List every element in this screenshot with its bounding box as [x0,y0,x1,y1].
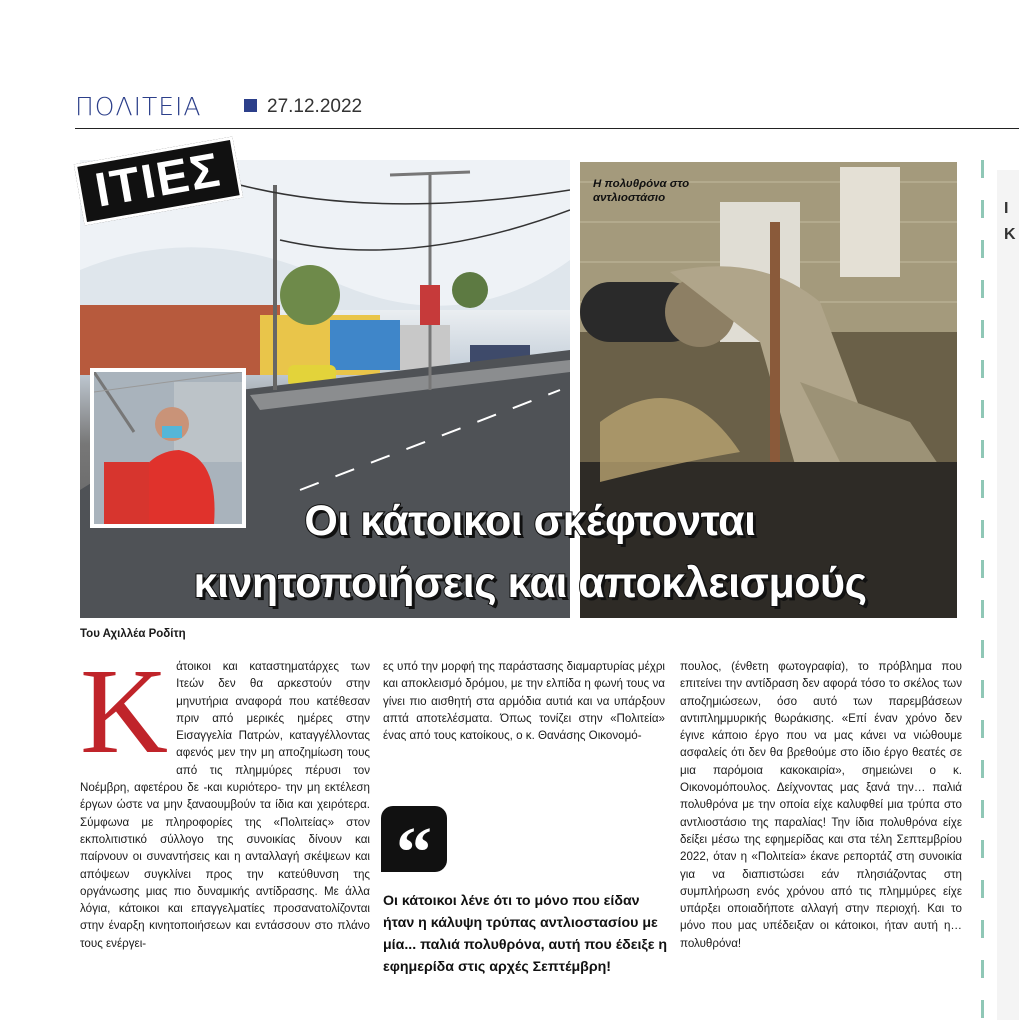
column-divider-dash [981,960,984,978]
column-divider-dash [981,320,984,338]
column-divider-dash [981,560,984,578]
column-divider-dash [981,880,984,898]
headline-line-2: κινητοποιήσεις και αποκλεισμούς [193,559,867,607]
column-divider-dash [981,680,984,698]
article-column-2: ες υπό την μορφή της παράστασης διαμαρτυρίας μέχρι και αποκλεισμό δρόμου, με την ελπίδα η φωνή τους να γίνει πιο αισθητή στα αρμόδια αυτιά και να υπάρξουν απτά αποτελέσματα. Όπως τονίζει στην «Πολιτεία» ένας από τους κατοίκους, ο κ. Θανάσης Οικονομό- [383,660,665,743]
article-headline [60,490,1000,614]
column-divider-dash [981,280,984,298]
location-stamp: ΙΤΙΕΣ [74,137,243,226]
photo-caption: Η πολυθρόνα στο αντλιοστάσιο [593,178,690,204]
article-column-3: πουλος, (ένθετη φωτογραφία), το πρόβλημα που επιτείνει την αντίδραση δεν αφορά τόσο το σκέλος των αποζημιώσεων, όσο αυτό των παρεμβάσεων αντιπλημμυρικής θωράκισης. «Επί έναν χρόνο δεν έγινε κάποιο έργο που να μας κάνει να νιώθουμε ασφαλείς ότι δεν θα βρεθούμε στο ίδιο έργο θεατές σε μια παρόμοια κακοκαιρία», σημειώνει ο κ. Οικονομόπουλος. Δείχνοντας μας ξανά την… παλιά πολυθρόνα με την οποία είχε καλυφθεί μια τρύπα στο αντλιοστάσιο της παραλίας! Την ίδια πολυθρόνα είχε δείξει μέσω της εφημερίδας και στα τέλη Σεπτεμβρίου 2022, όταν η «Πολιτεία» έκανε ρεπορτάζ στη συνοικία για να διαπιστώσει εάν πλησιάζοντας στη συμπλήρωση ενός χρόνου από τις πλημμύρες είχε υπάρξει οποιαδήποτε αλλαγή στην περιοχή. Και το μόνο που μας υπέδειξαν οι κάτοικοι, ήταν αυτή η… πολυθρόνα! [680,660,962,950]
column-divider-dash [981,160,984,178]
column-divider-dash [981,920,984,938]
column-divider-dash [981,400,984,418]
drop-cap: Κ [80,644,169,779]
quote-icon: “ [381,806,447,872]
page-header [75,88,1019,129]
column-divider-dash [981,800,984,818]
column-divider-dash [981,440,984,458]
issue-date: 27.12.2022 [267,96,363,117]
column-1-text: άτοικοι και καταστηματάρχες των Ιτεών δεν θα αρκεστούν στην μηνυτήρια αναφορά που κατέθεσαν πριν από μερικές ημέρες στην Εισαγγελία Πατρών, καταγγέλλοντας αφενός μεν την μη αποζημίωση τους από τις πλημμύρες πέρυσι τον Νοέμβρη, αφετέρου δε -και κυριότερο- την μη εκτέλεση έργων ώστε να μην ξαναουμβούν τα ίδια και χειρότερα. Σύμφωνα με πληροφορίες της «Πολιτείας» στον εκπολιτιστικό σύλλογο της συνοικίας δίνουν και παίρνουν οι συναντήσεις και η ανταλλαγή σκέψεων και απόψεων συγκλίνει προς την κατεύθυνση της οργάνωσης μιας πιο δυναμικής αντίδρασης. Με άλλα λόγια, κάτοικοι και επαγγελματίες προσανατολίζονται στην έναρξη κινητοποιήσεων και εντάσσουν στο πλάνο τους ενέργει- [80,660,370,950]
headline-line-1: Οι κάτοικοι σκέφτονται [304,497,756,545]
column-divider-dash [981,240,984,258]
column-divider-dash [981,600,984,618]
column-divider-dash [981,640,984,658]
column-divider-dash [981,720,984,738]
column-divider-dash [981,1000,984,1018]
article-column-1 [80,644,370,952]
adjacent-page-fragment: Κ [1004,226,1016,243]
column-divider-dash [981,360,984,378]
column-divider-dash [981,520,984,538]
column-divider-dash [981,760,984,778]
column-divider-dash [981,480,984,498]
header-square-bullet [244,99,257,112]
column-divider-dash [981,840,984,858]
byline: Του Αχιλλέα Ροδίτη [80,628,186,640]
section-title: ΠΟΛΙΤΕΙΑ [75,92,202,121]
adjacent-page-fragment: Ι [1004,200,1009,217]
column-divider-dash [981,200,984,218]
pull-quote: Οι κάτοικοι λένε ότι το μόνο που είδαν ήταν η κάλυψη τρύπας αντλιοστασίου με μία... παλιά πολυθρόνα, αυτή που έδειξε η εφημερίδα στις αρχές Σεπτέμβρη! [383,893,668,975]
